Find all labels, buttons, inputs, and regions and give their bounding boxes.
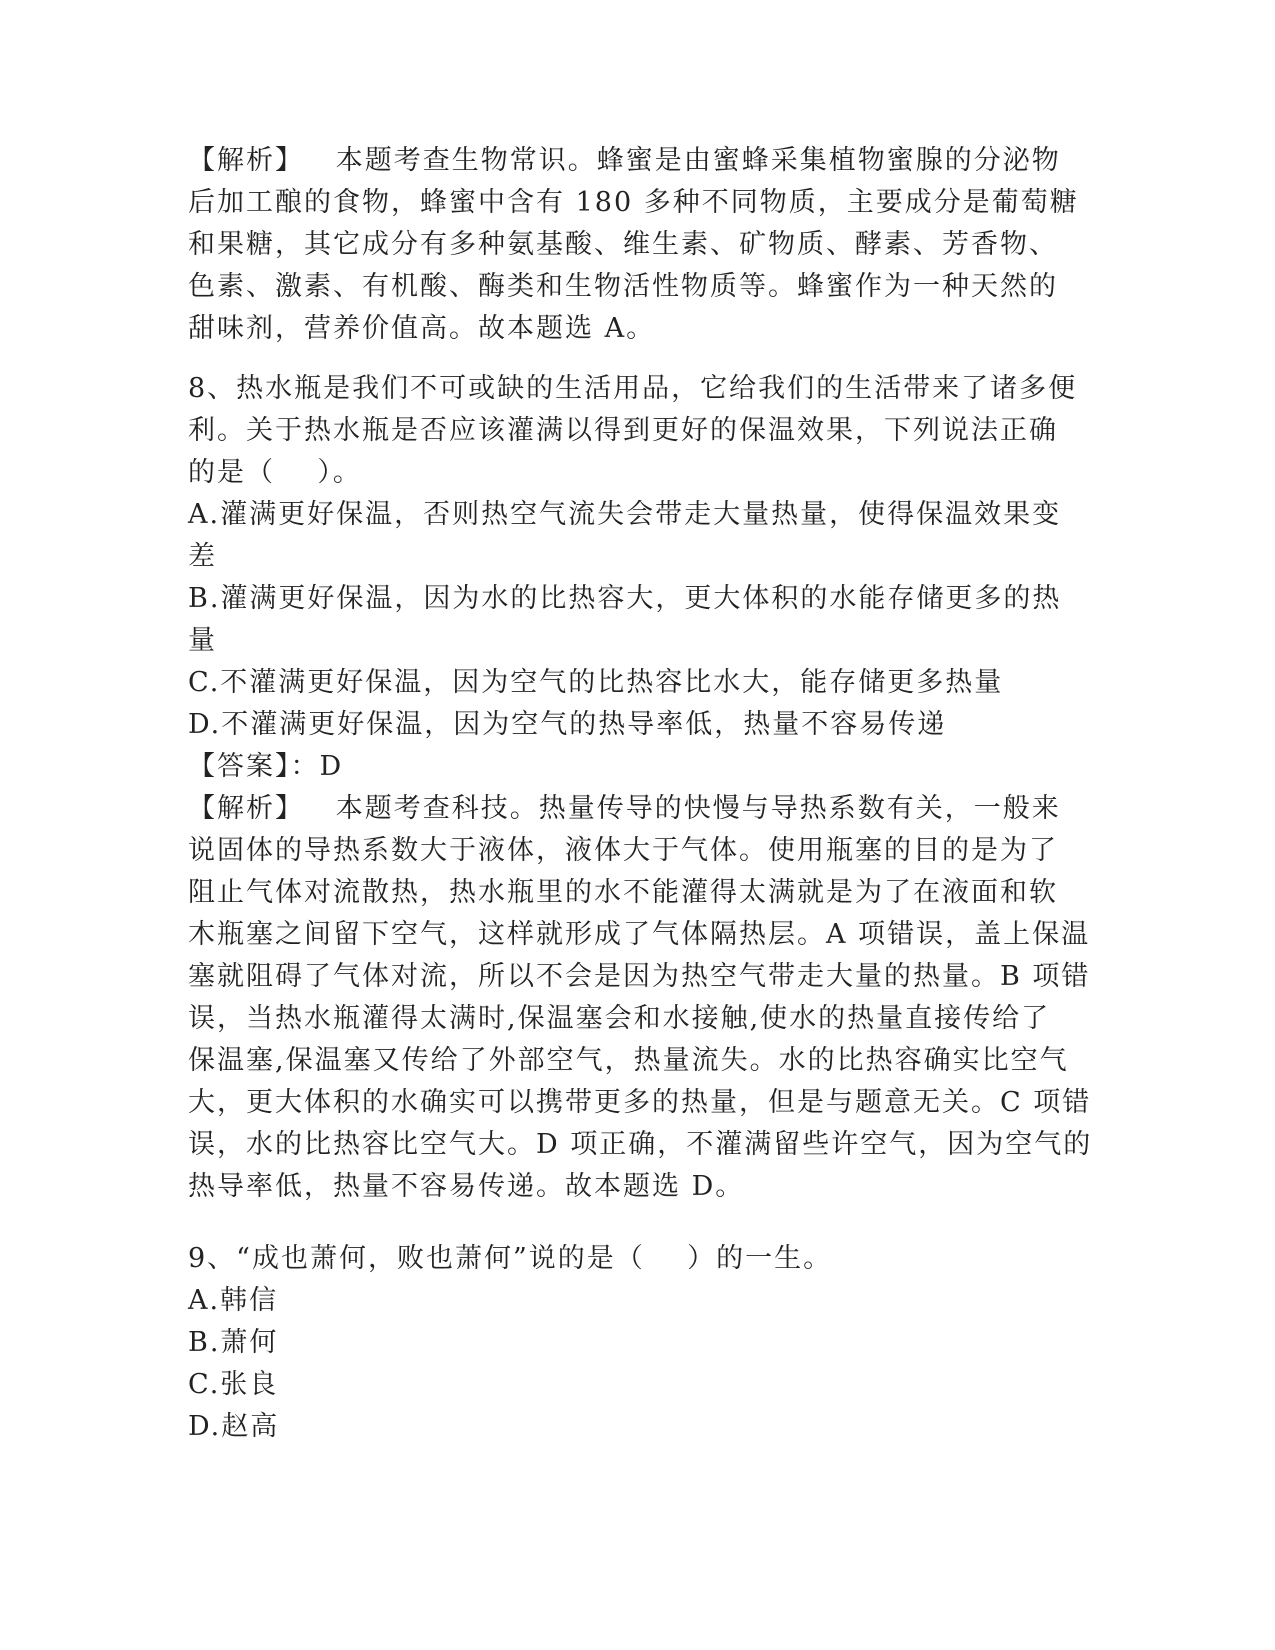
- q9-option-c: C.张良: [188, 1369, 279, 1400]
- q8-explanation-line: 热导率低，热量不容易传递。故本题选 D。: [188, 1171, 745, 1202]
- q9-option-d: D.赵高: [188, 1411, 280, 1442]
- prev-explanation: [188, 140, 1083, 350]
- q9-stem: 9、“成也萧何，败也萧何”说的是（ ）的一生。: [188, 1243, 833, 1274]
- question-8: [188, 368, 1093, 1208]
- q8-option-a: A.灌满更好保温，否则热空气流失会带走大量热量，使得保温效果变: [188, 499, 1062, 530]
- q8-explanation-line: 木瓶塞之间留下空气，这样就形成了气体隔热层。A 项错误，盖上保温: [188, 919, 1091, 950]
- q8-option-b: B.灌满更好保温，因为水的比热容大，更大体积的水能存储更多的热: [188, 583, 1062, 614]
- q8-explanation-line: 误，水的比热容比空气大。D 项正确，不灌满留些许空气，因为空气的: [188, 1129, 1093, 1160]
- q8-option-c: C.不灌满更好保温，因为空气的比热容比水大，能存储更多热量: [188, 667, 1004, 698]
- q8-option-a-cont: 差: [188, 541, 217, 572]
- q8-explanation-line: 误，当热水瓶灌得太满时,保温塞会和水接触,使水的热量直接传给了: [188, 1003, 1051, 1034]
- prev-explanation-line: 【解析】 本题考查生物常识。蜂蜜是由蜜蜂采集植物蜜腺的分泌物: [188, 145, 1061, 176]
- q9-option-b: B.萧何: [188, 1327, 279, 1358]
- prev-explanation-line: 后加工酿的食物，蜂蜜中含有 180 多种不同物质，主要成分是葡萄糖: [188, 187, 1079, 218]
- prev-explanation-line: 色素、激素、有机酸、酶类和生物活性物质等。蜂蜜作为一种天然的: [188, 271, 1058, 302]
- q8-answer: 【答案】：D: [188, 751, 344, 782]
- prev-explanation-line: 甜味剂，营养价值高。故本题选 A。: [188, 313, 656, 344]
- q8-explanation-line: 塞就阻碍了气体对流，所以不会是因为热空气带走大量的热量。B 项错: [188, 961, 1091, 992]
- prev-explanation-line: 和果糖，其它成分有多种氨基酸、维生素、矿物质、酵素、芳香物、: [188, 229, 1058, 260]
- q8-stem-line: 的是（ ）。: [188, 457, 362, 488]
- q8-explanation-line: 阻止气体对流散热，热水瓶里的水不能灌得太满就是为了在液面和软: [188, 877, 1058, 908]
- q8-option-b-cont: 量: [188, 625, 217, 656]
- q8-explanation-line: 保温塞,保温塞又传给了外部空气，热量流失。水的比热容确实比空气: [188, 1045, 1069, 1076]
- question-9: [188, 1238, 1083, 1448]
- q8-stem-line: 利。关于热水瓶是否应该灌满以得到更好的保温效果，下列说法正确: [188, 415, 1058, 446]
- q8-explanation-line: 说固体的导热系数大于液体，液体大于气体。使用瓶塞的目的是为了: [188, 835, 1058, 866]
- q8-explanation-line: 【解析】 本题考查科技。热量传导的快慢与导热系数有关，一般来: [188, 793, 1061, 824]
- q8-option-d: D.不灌满更好保温，因为空气的热导率低，热量不容易传递: [188, 709, 947, 740]
- q8-stem-line: 8、热水瓶是我们不可或缺的生活用品，它给我们的生活带来了诸多便: [188, 373, 1078, 404]
- q8-explanation-line: 大，更大体积的水确实可以携带更多的热量，但是与题意无关。C 项错: [188, 1087, 1092, 1118]
- q9-option-a: A.韩信: [188, 1285, 279, 1316]
